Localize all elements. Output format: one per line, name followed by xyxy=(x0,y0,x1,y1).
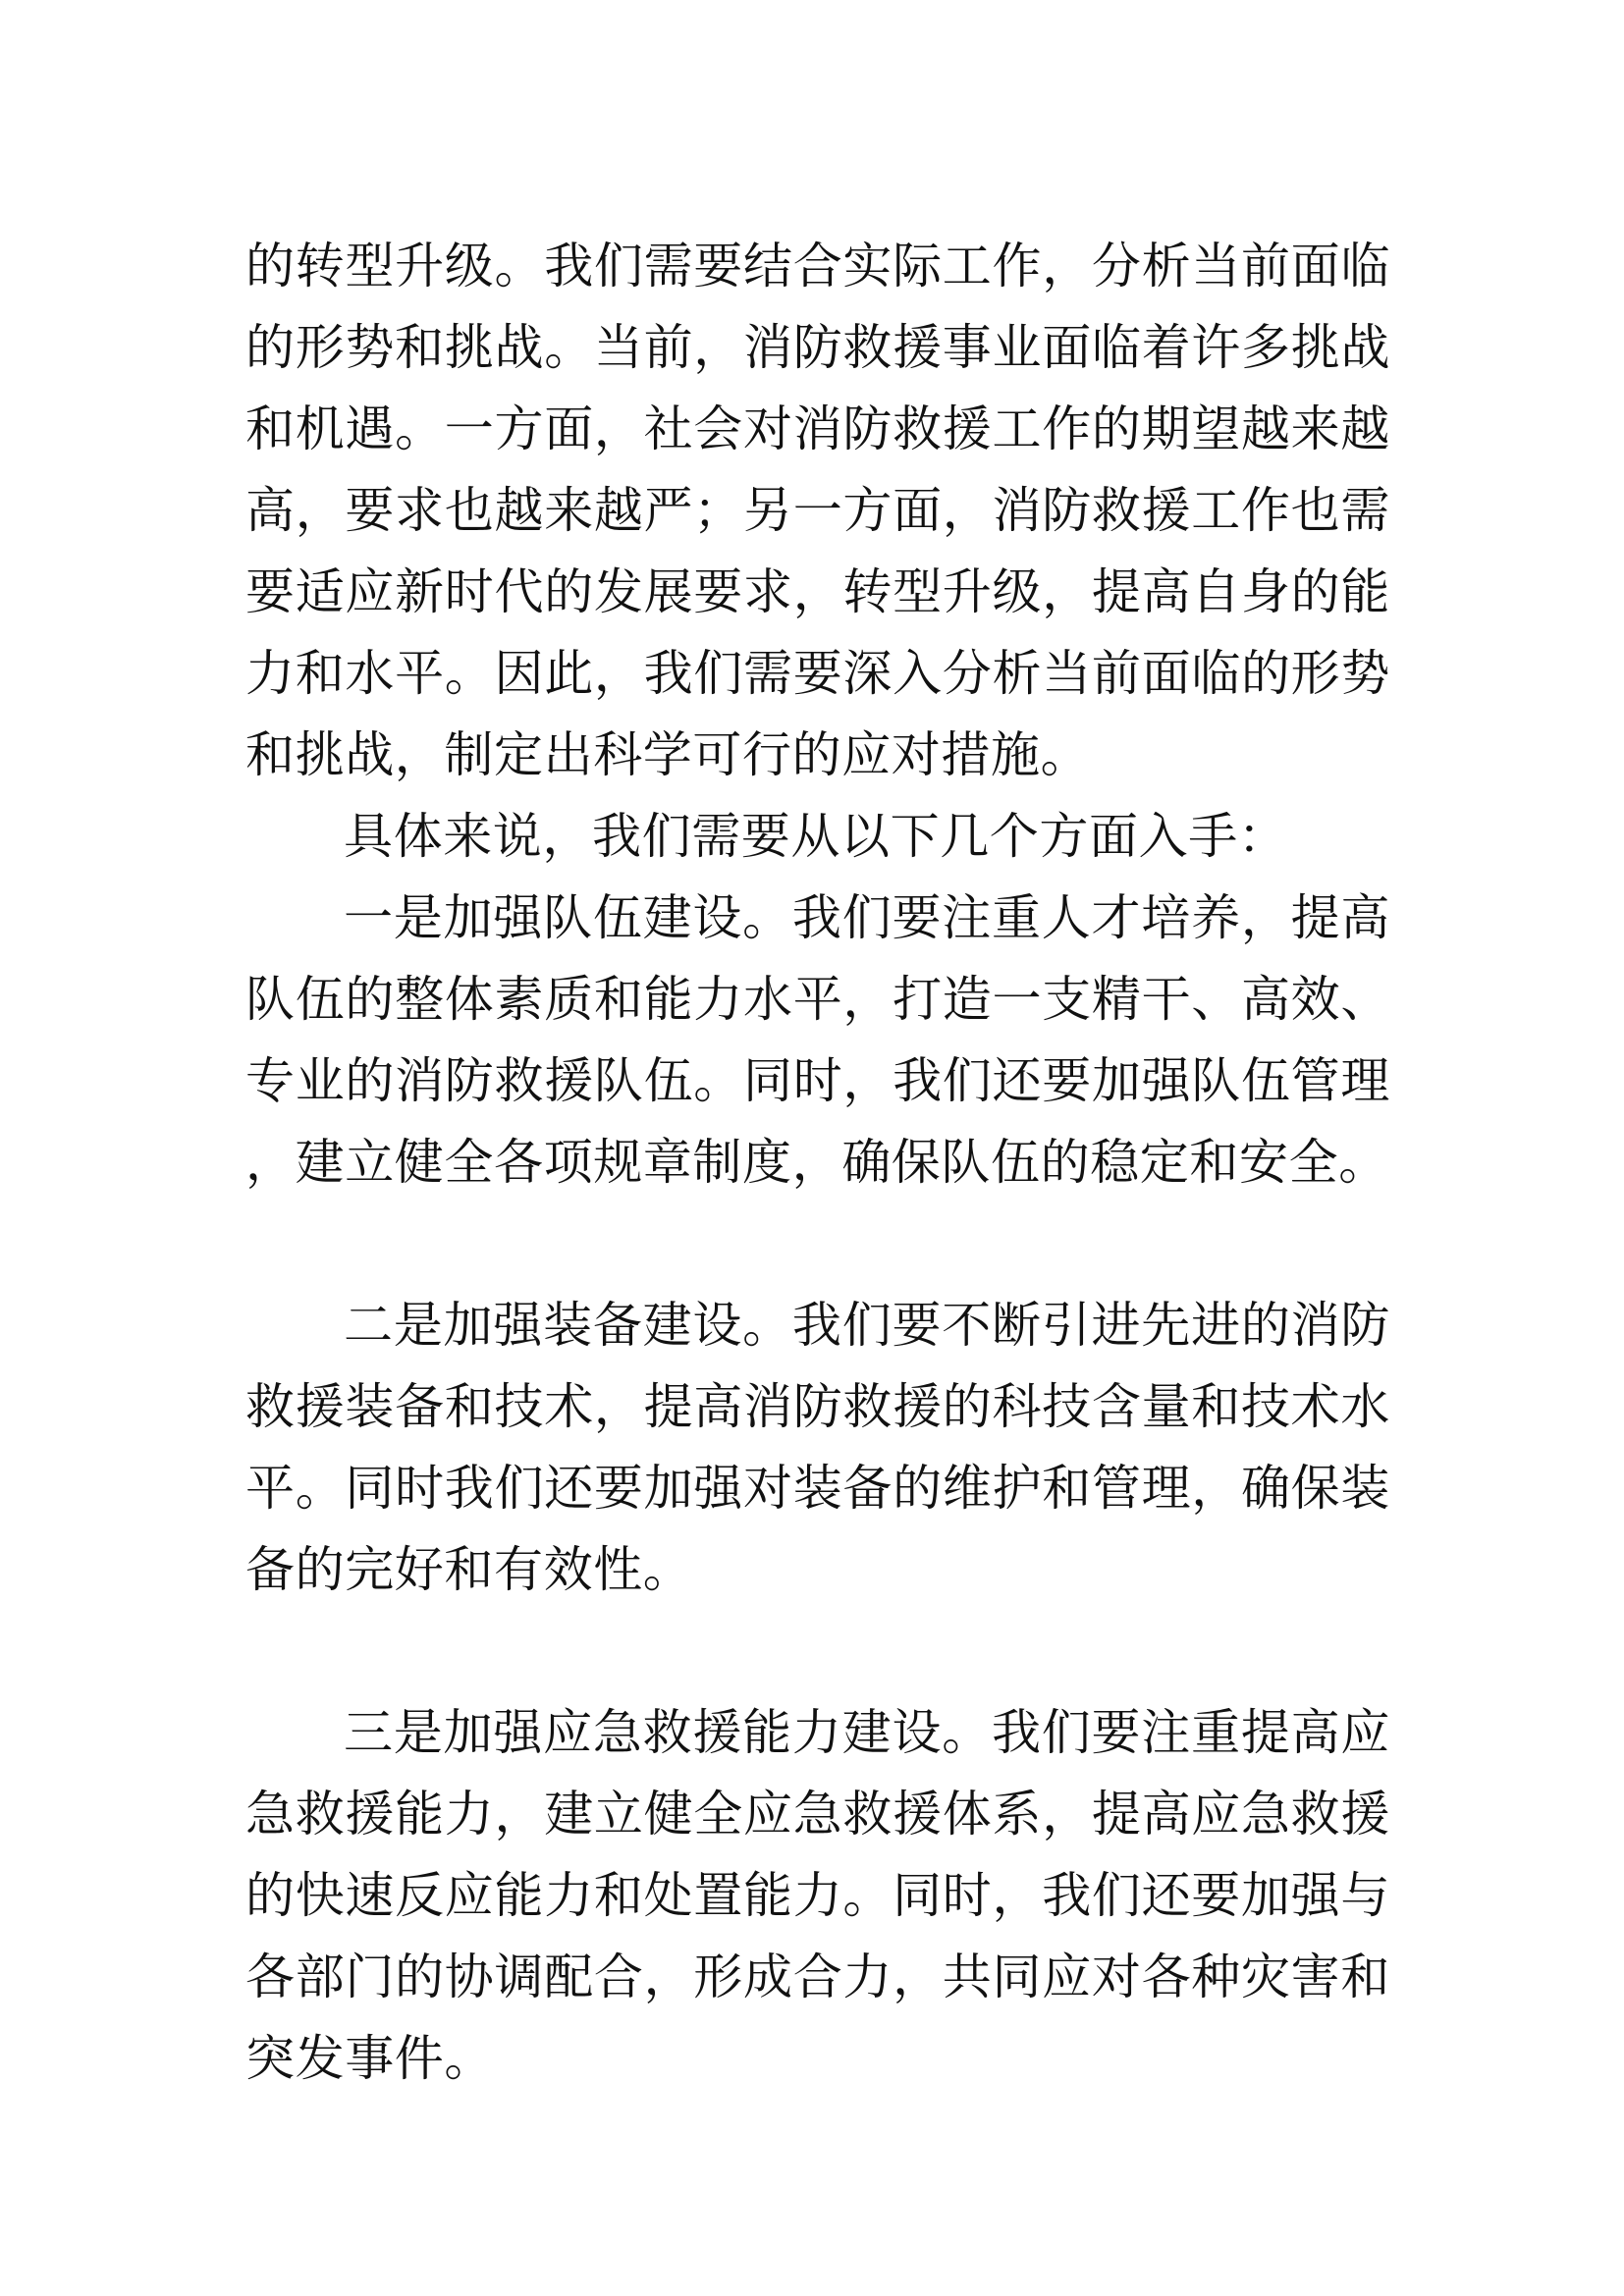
paragraph-point-one: 一是加强队伍建设。我们要注重人才培养，提高队伍的整体素质和能力水平，打造一支精干、高效、专业的消防救援队伍。同时，我们还要加强队伍管理，建立健全各项规章制度，确保队伍的稳定和安全。 xyxy=(245,889,1390,1191)
paragraph-intro: 具体来说，我们需要从以下几个方面入手： xyxy=(344,808,1288,865)
body-text xyxy=(245,226,1390,2100)
paragraph-point-two: 二是加强装备建设。我们要不断引进先进的消防救援装备和技术，提高消防救援的科技含量和技术水平。同时我们还要加强对装备的维护和管理，确保装备的完好和有效性。 xyxy=(245,1297,1390,1598)
paragraph-point-three: 三是加强应急救援能力建设。我们要注重提高应急救援能力，建立健全应急救援体系，提高应急救援的快速反应能力和处置能力。同时，我们还要加强与各部门的协调配合，形成合力，共同应对各种灾害和突发事件。 xyxy=(245,1704,1390,2087)
paragraph-continuation: 的转型升级。我们需要结合实际工作，分析当前面临的形势和挑战。当前，消防救援事业面临着许多挑战和机遇。一方面，社会对消防救援工作的期望越来越高，要求也越来越严；另一方面，消防救援工作也需要适应新时代的发展要求，转型升级，提高自身的能力和水平。因此，我们需要深入分析当前面临的形势和挑战，制定出科学可行的应对措施。 xyxy=(245,238,1390,783)
